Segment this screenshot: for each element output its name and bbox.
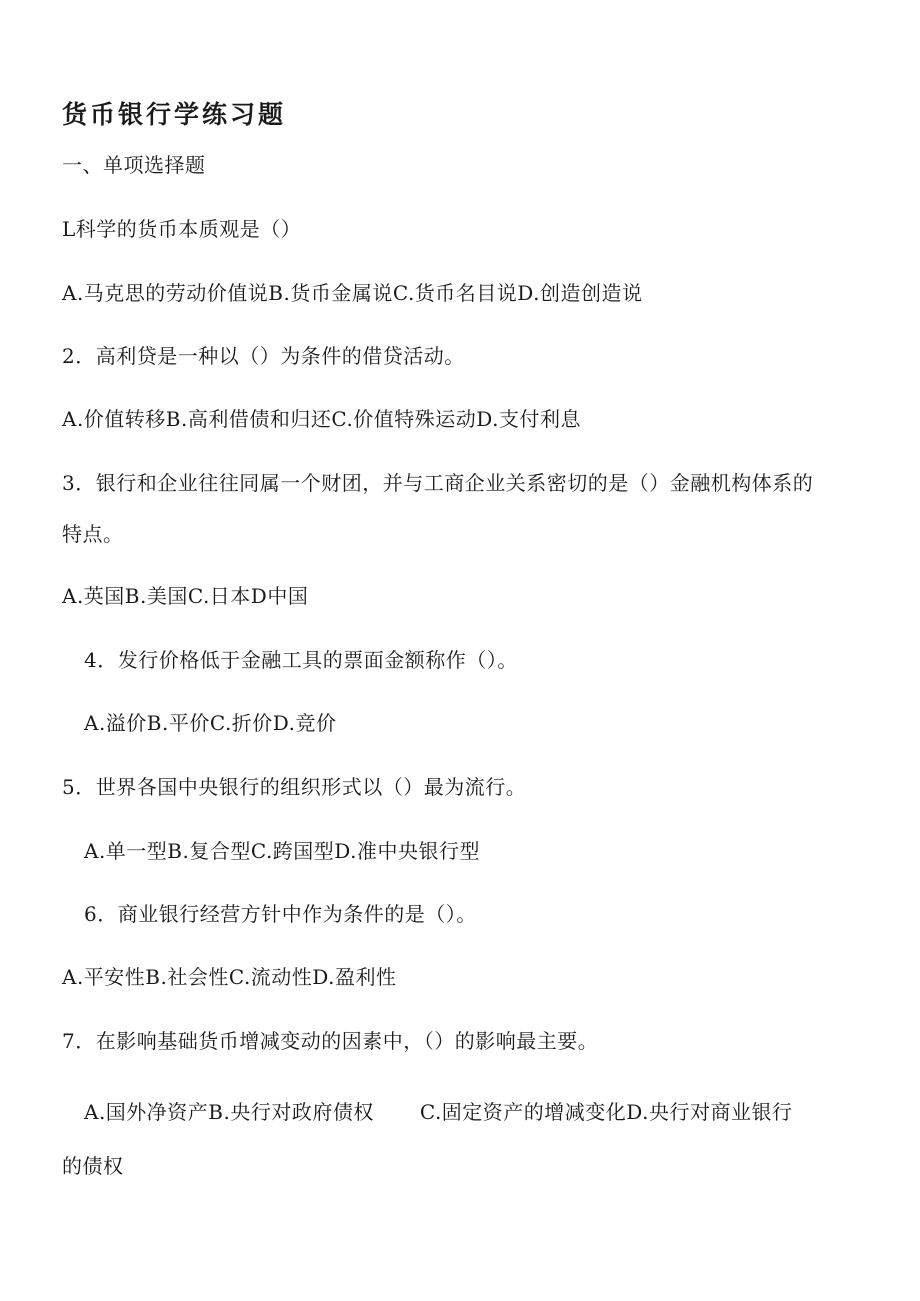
question-7-options-part1: A.国外净资产B.央行对政府债权	[84, 1100, 374, 1124]
question-1-stem: L科学的货币本质观是（）	[62, 217, 302, 241]
document-title: 货币银行学练习题	[62, 100, 287, 129]
question-2-options: A.价值转移B.高利借债和归还C.价值特殊运动D.支付利息	[62, 407, 581, 431]
question-7-options-line1	[84, 1098, 793, 1126]
question-4-stem: 4．发行价格低于金融工具的票面金额称作（）。	[84, 648, 518, 672]
question-1-options: A.马克思的劳动价值说B.货币金属说C.货币名目说D.创造创造说	[62, 281, 643, 305]
section-heading: 一、单项选择题	[62, 153, 206, 177]
question-6-stem: 6．商业银行经营方针中作为条件的是（）。	[84, 902, 477, 926]
question-4-options: A.溢价B.平价C.折价D.竞价	[84, 711, 337, 735]
question-3-stem-line2: 特点。	[62, 522, 124, 546]
question-7-options-part2: C.固定资产的增减变化D.央行对商业银行	[419, 1100, 793, 1124]
question-7-stem: 7．在影响基础货币增减变动的因素中，（）的影响最主要。	[62, 1029, 599, 1053]
question-6-options: A.平安性B.社会性C.流动性D.盈利性	[62, 965, 397, 989]
question-7-options-line2: 的债权	[62, 1154, 124, 1178]
question-3-stem-line1: 3．银行和企业往往同属一个财团，并与工商企业关系密切的是（）金融机构体系的	[62, 471, 814, 495]
question-2-stem: 2．高利贷是一种以（）为条件的借贷活动。	[62, 344, 465, 368]
question-5-stem: 5．世界各国中央银行的组织形式以（）最为流行。	[62, 775, 527, 799]
question-5-options: A.单一型B.复合型C.跨国型D.准中央银行型	[84, 839, 480, 863]
question-3-options: A.英国B.美国C.日本D中国	[62, 584, 309, 608]
